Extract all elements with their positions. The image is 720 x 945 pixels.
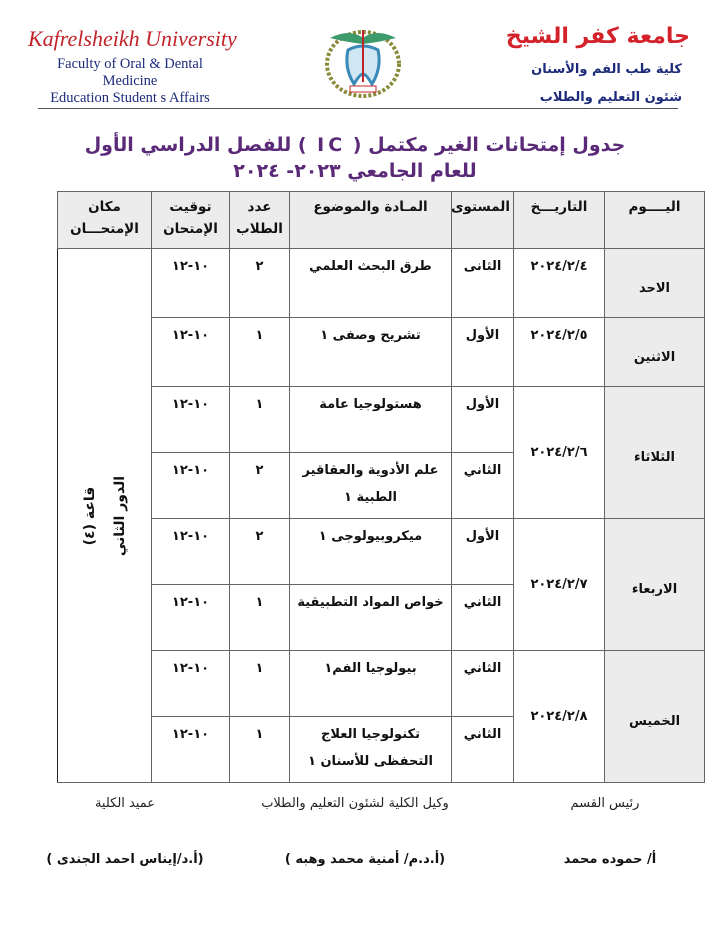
- header-subject: المـادة والموضوع: [290, 192, 452, 249]
- students-cell: ٢: [230, 249, 290, 318]
- header-place: مكان الإمتحـــان: [58, 192, 152, 249]
- exam-schedule-table: [57, 191, 705, 783]
- time-cell: ١٠-١٢: [152, 519, 230, 585]
- english-faculty-line2: Medicine: [102, 73, 158, 89]
- dental-faculty-logo-icon: [320, 24, 406, 100]
- subject-cell: تكنولوجيا العلاج التحفظى للأسنان ١: [290, 717, 452, 783]
- day-cell: الاربعاء: [605, 519, 705, 651]
- students-cell: ١: [230, 651, 290, 717]
- signature-role-vice-dean: وكيل الكلية لشئون التعليم والطلاب: [261, 796, 449, 811]
- signature-name-department-head: أ/ حموده محمد: [563, 852, 657, 867]
- date-cell: ٢٠٢٤/٢/٧: [514, 519, 605, 651]
- level-cell: الأول: [452, 519, 514, 585]
- level-cell: الثاني: [452, 651, 514, 717]
- time-cell: ١٠-١٢: [152, 651, 230, 717]
- level-cell: الأول: [452, 387, 514, 453]
- signature-name-vice-dean: (أ.د.م/ أمنية محمد وهبه ): [284, 852, 446, 867]
- time-cell: ١٠-١٢: [152, 318, 230, 387]
- subject-cell: هستولوجيا عامة: [290, 387, 452, 453]
- level-cell: الثانى: [452, 249, 514, 318]
- subject-cell: بيولوجيا الفم١: [290, 651, 452, 717]
- date-cell: ٢٠٢٤/٢/٦: [514, 387, 605, 519]
- place-text: [75, 475, 135, 555]
- table-row: [58, 651, 705, 717]
- level-cell: الأول: [452, 318, 514, 387]
- place-room: قاعة (٤): [81, 486, 98, 545]
- level-cell: الثاني: [452, 585, 514, 651]
- students-cell: ١: [230, 318, 290, 387]
- signature-role-department-head: رئيس القسم: [570, 796, 640, 811]
- students-cell: ١: [230, 387, 290, 453]
- header-divider: [38, 108, 678, 109]
- header-date: التاريـــخ: [514, 192, 605, 249]
- english-university-name: Kafrelsheikh University: [28, 26, 237, 51]
- header-level: المستوى: [452, 192, 514, 249]
- arabic-department: شئون التعليم والطلاب: [539, 90, 682, 105]
- subject-cell: تشريح وصفى ١: [290, 318, 452, 387]
- time-cell: ١٠-١٢: [152, 717, 230, 783]
- english-faculty-line1: Faculty of Oral & Dental: [57, 56, 203, 72]
- level-cell: الثاني: [452, 453, 514, 519]
- arabic-faculty: كلية طب الفم والأسنان: [531, 62, 682, 77]
- day-cell: الاثنين: [605, 318, 705, 387]
- date-cell: ٢٠٢٤/٢/٥: [514, 318, 605, 387]
- header-time: توقيت الإمتحان: [152, 192, 230, 249]
- header-students: عدد الطلاب: [230, 192, 290, 249]
- table-row: [58, 249, 705, 318]
- signature-role-dean: عميد الكلية: [94, 796, 156, 811]
- table-header-row: [58, 192, 705, 249]
- table-row: [58, 387, 705, 453]
- students-cell: ٢: [230, 519, 290, 585]
- time-cell: ١٠-١٢: [152, 387, 230, 453]
- students-cell: ١: [230, 717, 290, 783]
- day-cell: الاحد: [605, 249, 705, 318]
- students-cell: ٢: [230, 453, 290, 519]
- english-department: Education Student s Affairs: [50, 90, 210, 106]
- time-cell: ١٠-١٢: [152, 249, 230, 318]
- time-cell: ١٠-١٢: [152, 585, 230, 651]
- subject-cell: ميكروبيولوجى ١: [290, 519, 452, 585]
- place-floor: الدور الثاني: [111, 475, 128, 556]
- level-cell: الثاني: [452, 717, 514, 783]
- time-cell: ١٠-١٢: [152, 453, 230, 519]
- document-title-line2: للعام الجامعي ٢٠٢٣- ٢٠٢٤: [233, 160, 477, 182]
- subject-cell: علم الأدوية والعقاقير الطبية ١: [290, 453, 452, 519]
- arabic-university-name: جامعة كفر الشيخ: [505, 24, 690, 49]
- place-cell: [58, 249, 152, 783]
- subject-cell: طرق البحث العلمي: [290, 249, 452, 318]
- students-cell: ١: [230, 585, 290, 651]
- date-cell: ٢٠٢٤/٢/٤: [514, 249, 605, 318]
- day-cell: الثلاثاء: [605, 387, 705, 519]
- date-cell: ٢٠٢٤/٢/٨: [514, 651, 605, 783]
- table-row: [58, 318, 705, 387]
- day-cell: الخميس: [605, 651, 705, 783]
- signature-name-dean: (أ.د/إيناس احمد الجندى ): [46, 852, 204, 867]
- header-day: اليــــوم: [605, 192, 705, 249]
- subject-cell: خواص المواد التطبيقية: [290, 585, 452, 651]
- table-row: [58, 519, 705, 585]
- document-title-line1: جدول إمتحانات الغير مكتمل ( IC ) للفصل الدراسي الأول: [84, 134, 626, 156]
